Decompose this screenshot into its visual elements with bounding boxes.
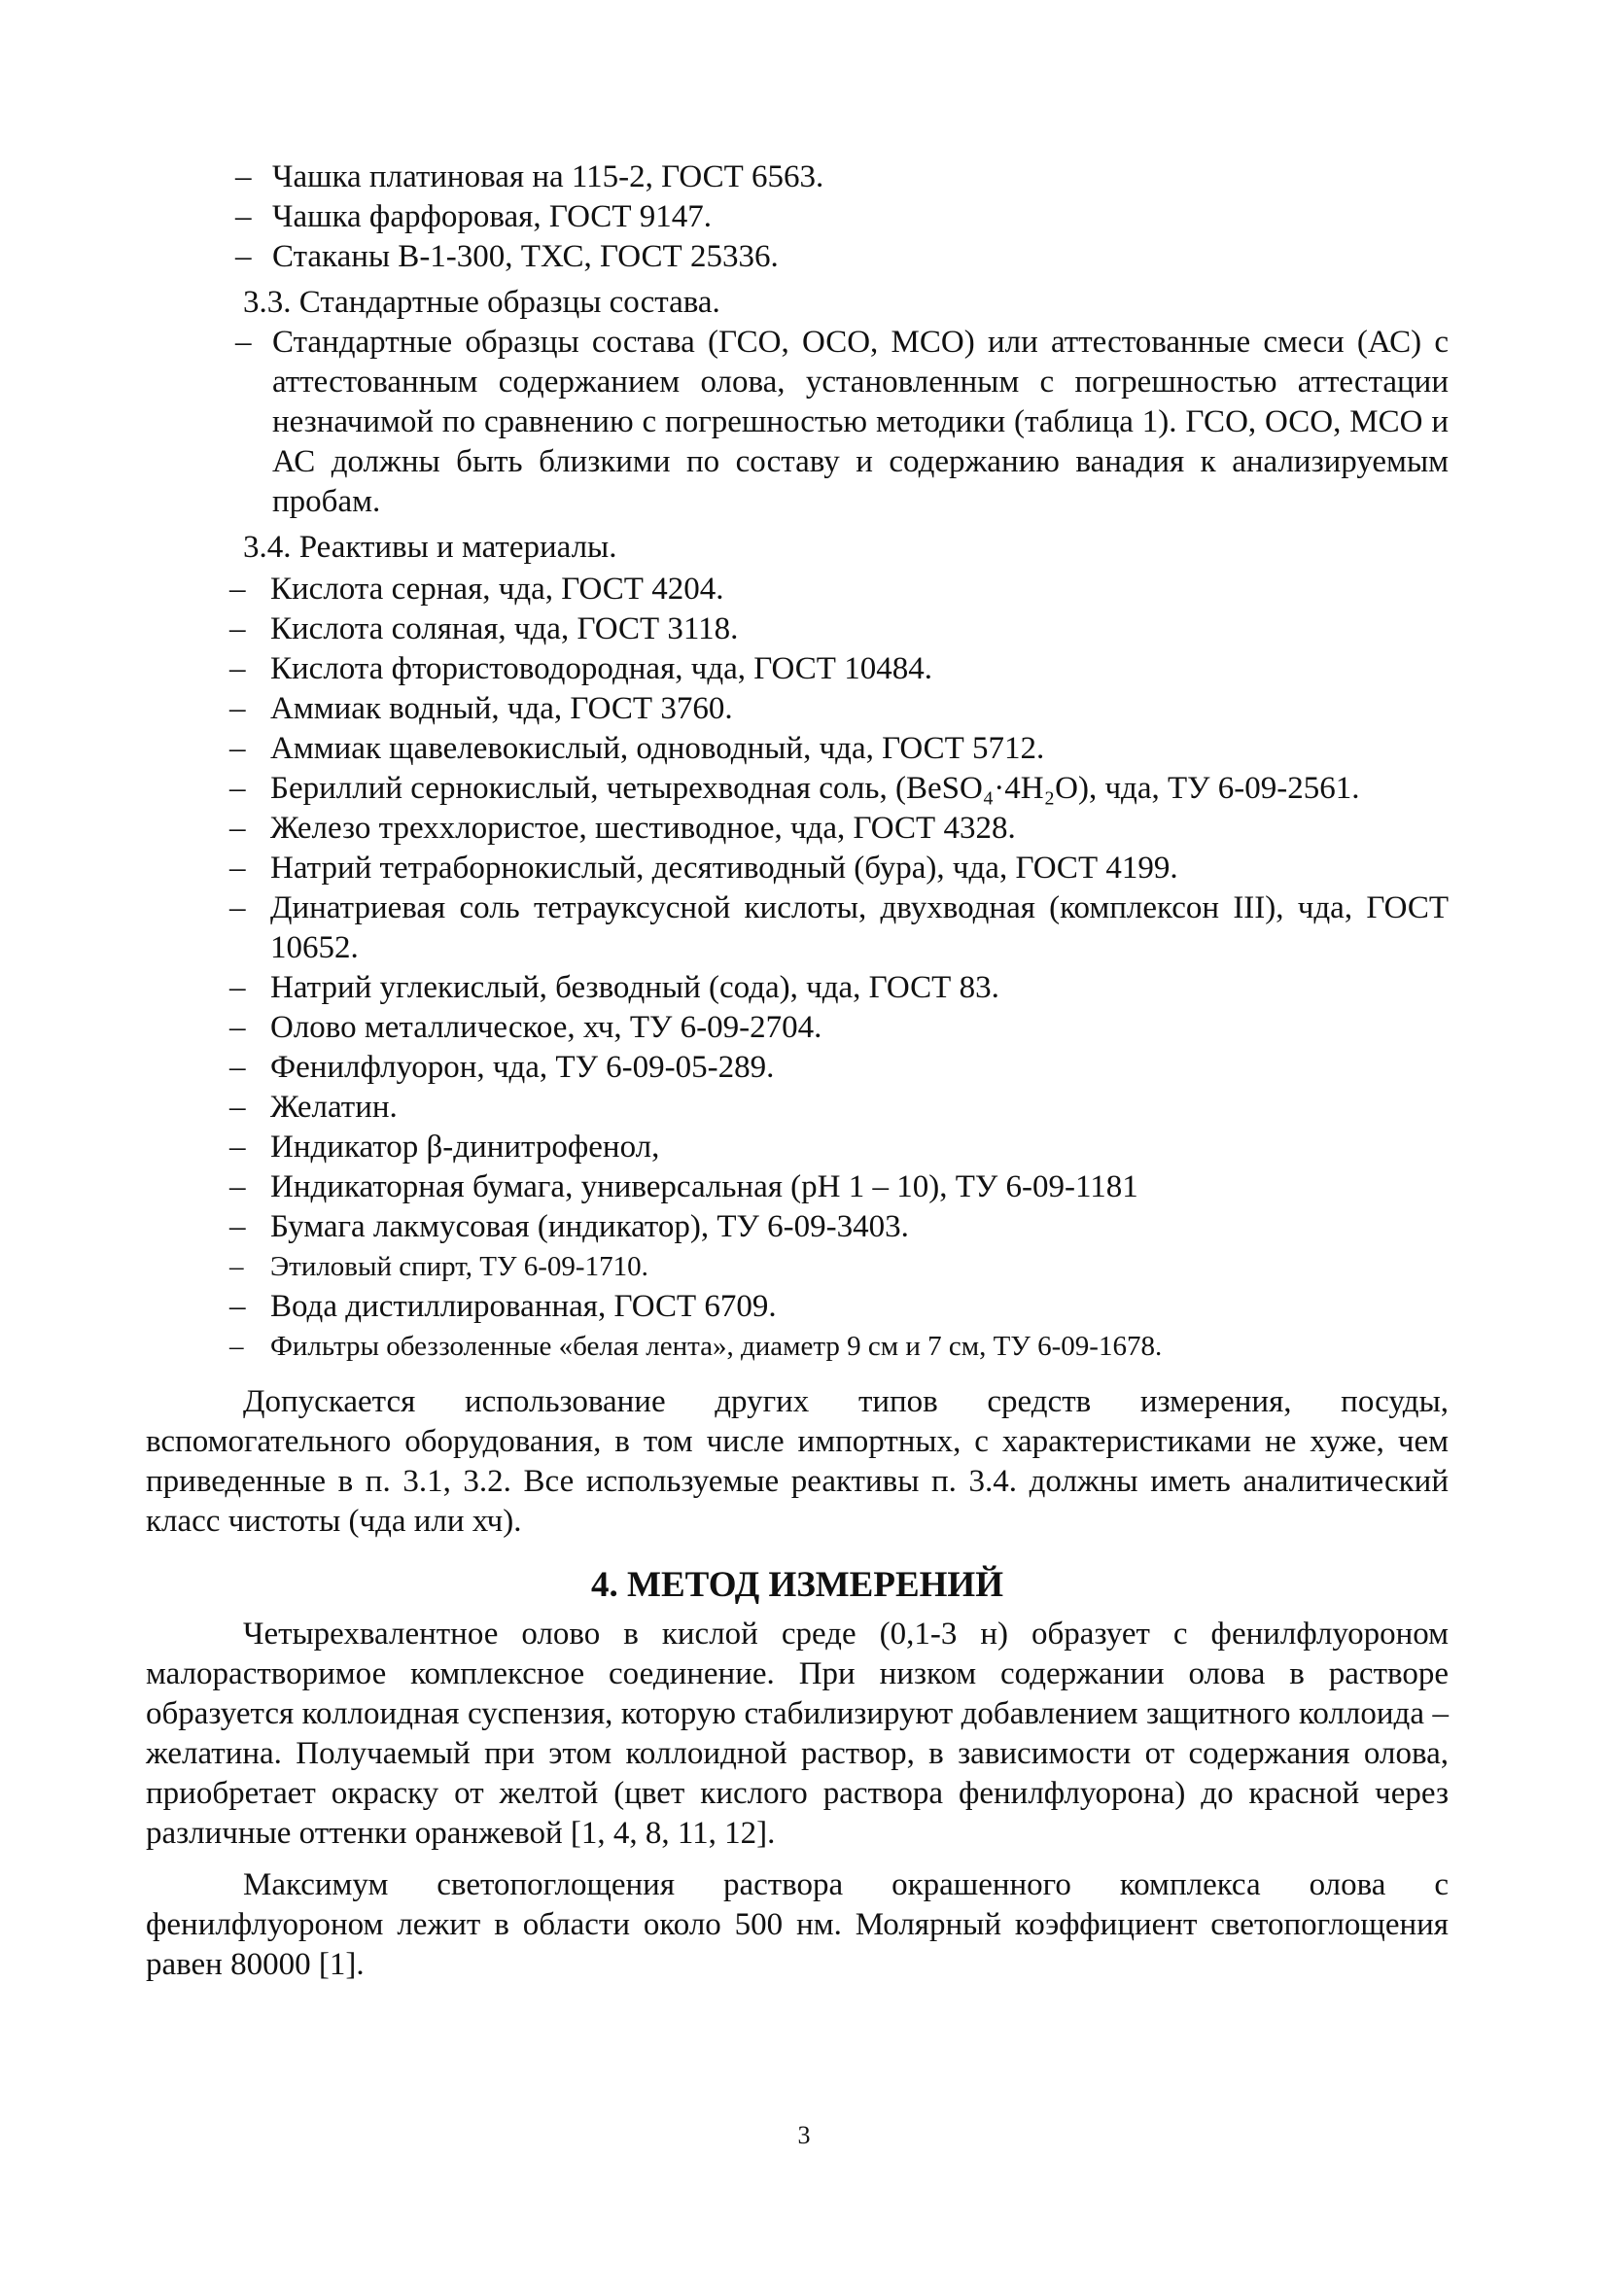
- list-item: – Желатин.: [229, 1088, 1449, 1128]
- list-item: – Кислота фтористоводородная, чда, ГОСТ 10484.: [229, 649, 1449, 689]
- list-item: – Стаканы В-1-300, ТХС, ГОСТ 25336.: [235, 237, 1449, 277]
- list-item: – Кислота соляная, чда, ГОСТ 3118.: [229, 609, 1449, 649]
- list-item: – Железо треххлористое, шестиводное, чда, ГОСТ 4328.: [229, 809, 1449, 849]
- list-item: – Фильтры обеззоленные «белая лента», диаметр 9 см и 7 см, ТУ 6-09-1678.: [229, 1327, 1449, 1367]
- list-item: – Аммиак щавелевокислый, одноводный, чда, ГОСТ 5712.: [229, 729, 1449, 769]
- standard-samples-list: [235, 323, 1449, 522]
- section-3-4-title: 3.4. Реактивы и материалы.: [243, 530, 617, 565]
- list-item: – Натрий тетраборнокислый, десятиводный (бура), чда, ГОСТ 4199.: [229, 849, 1449, 888]
- list-item: – Динатриевая соль тетрауксусной кислоты, двухводная (комплексон III), чда, ГОСТ 10652.: [229, 888, 1449, 968]
- list-item: – Чашка платиновая на 115-2, ГОСТ 6563.: [235, 157, 1449, 197]
- list-item: – Чашка фарфоровая, ГОСТ 9147.: [235, 197, 1449, 237]
- equipment-list: [235, 157, 1449, 277]
- page-content: [146, 157, 1449, 1985]
- list-item: – Индикаторная бумага, универсальная (рН 1 – 10), ТУ 6-09-1181: [229, 1167, 1449, 1207]
- page-number: 3: [797, 2121, 811, 2149]
- list-item: – Бумага лакмусовая (индикатор), ТУ 6-09-3403.: [229, 1207, 1449, 1247]
- section-3-3-title: 3.3. Стандартные образцы состава.: [243, 285, 720, 320]
- list-item: – Кислота серная, чда, ГОСТ 4204.: [229, 570, 1449, 609]
- list-item: – Вода дистиллированная, ГОСТ 6709.: [229, 1287, 1449, 1327]
- list-item: – Бериллий сернокислый, четырехводная соль, (BeSO₄·4H₂O), чда, ТУ 6-09-2561.: [229, 769, 1449, 809]
- list-item: – Олово металлическое, хч, ТУ 6-09-2704.: [229, 1008, 1449, 1048]
- list-item: – Стандартные образцы состава (ГСО, ОСО, МСО) или аттестованные смеси (АС) с аттестованным содержанием олова, установленным с погрешностью аттестации незначимой по сравнению с погрешностью методики (таблица 1). ГСО, ОСО, МСО и АС должны быть близкими по составу и содержанию ванадия к анализируемым пробам.: [235, 323, 1449, 522]
- list-item: – Индикатор β-динитрофенол,: [229, 1128, 1449, 1167]
- list-item: – Фенилфлуорон, чда, ТУ 6-09-05-289.: [229, 1048, 1449, 1088]
- list-item: – Аммиак водный, чда, ГОСТ 3760.: [229, 689, 1449, 729]
- reagents-list: [229, 570, 1449, 1367]
- paragraph-method-principle: Четырехвалентное олово в кислой среде (0,1-3 н) образует с фенилфлуороном малорастворимое комплексное соединение. При низком содержании олова в растворе образуется коллоидная суспензия, которую стабилизируют добавлением защитного коллоида – желатина. Получаемый при этом коллоидной раствор, в зависимости от содержания олова, приобретает окраску от желтой (цвет кислого раствора фенилфлуорона) до красной через различные оттенки оранжевой [1, 4, 8, 11, 12].: [146, 1617, 1449, 1851]
- section-4-heading: 4. МЕТОД ИЗМЕРЕНИЙ: [591, 1565, 1003, 1605]
- paragraph-allowed-substitutes: Допускается использование других типов средств измерения, посуды, вспомогательного оборудования, в том числе импортных, с характеристиками не хуже, чем приведенные в п. 3.1, 3.2. Все используемые реактивы п. 3.4. должны иметь аналитический класс чистоты (чда или хч).: [146, 1384, 1449, 1539]
- list-item: – Натрий углекислый, безводный (сода), чда, ГОСТ 83.: [229, 968, 1449, 1008]
- paragraph-absorption-maximum: Максимум светопоглощения раствора окрашенного комплекса олова с фенилфлуороном лежит в области около 500 нм. Молярный коэффициент светопоглощения равен 80000 [1].: [146, 1867, 1449, 1982]
- list-item: – Этиловый спирт, ТУ 6-09-1710.: [229, 1247, 1449, 1287]
